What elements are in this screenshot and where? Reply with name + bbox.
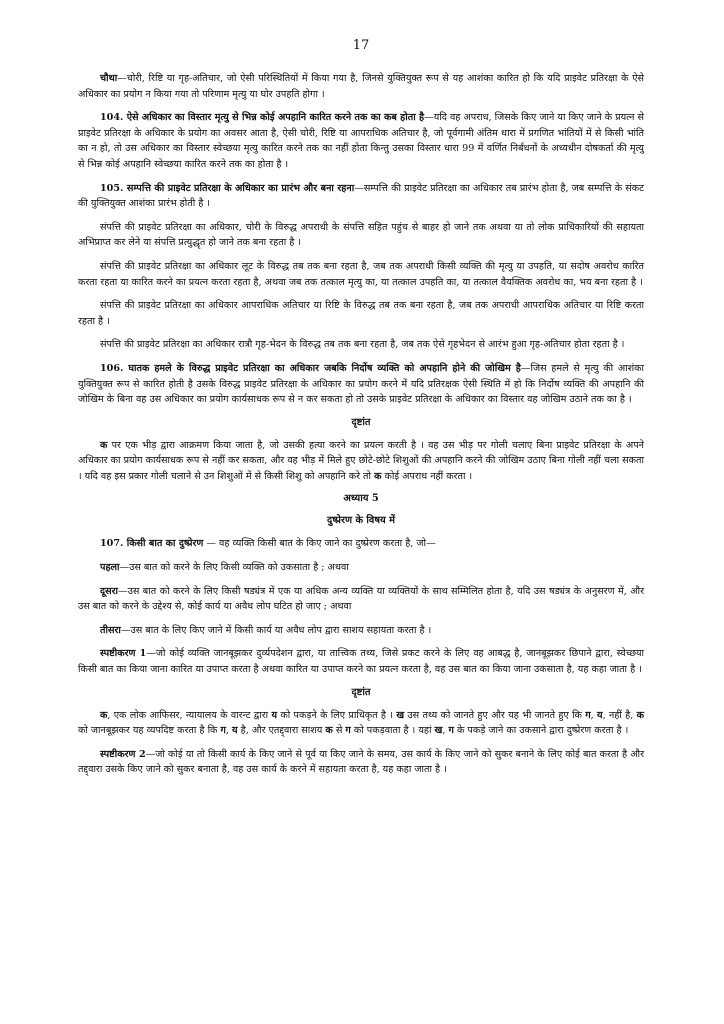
clause-second <box>78 584 644 615</box>
illustration-text: के पकड़े जाने का उकसाने द्वारा दुष्प्रेरण करता है । <box>453 725 629 737</box>
section-105 <box>78 181 644 212</box>
illustration-text: को पकड़ने के लिए प्राधिकृत है । <box>277 709 397 721</box>
document-page <box>78 38 644 786</box>
clause-third <box>78 623 644 639</box>
bold-letter: ग <box>448 725 454 737</box>
bold-letter: ख <box>434 725 443 737</box>
section-105-para-4: संपत्ति की प्राइवेट प्रतिरक्षा का अधिकार रात्रौ गृह-भेदन के विरुद्ध तब तक बना रहता है, जब तक ऐसे गृहभेदन से आरंभ हुआ गृह-अतिचार होता रहता है । <box>100 339 625 351</box>
explanation-lead: स्पष्टीकरण 1 <box>100 648 147 660</box>
chapter-title: दुष्प्रेरण के विषय में <box>327 515 395 527</box>
section-106-text: —जिस हमले से मृत्यु की आशंका युक्तियुक्त रूप से कारित होती है उसके विरुद्ध प्राइवेट प्रतिरक्षा के अधिकार का प्रयोग करने में यदि प्रतिरक्षक ऐसी स्थिति में हो कि निर्दोष व्यक्ति की अपहानि की जोखिम के बिना वह उस अधिकार का प्रयोग कार्यसाधक रूप से न कर सकता हो तो उसके प्राइवेट प्रतिरक्षा के अधिकार का विस्तार वह जोखिम उठाने तक का है । <box>78 362 645 406</box>
explanation-text: —जो कोई व्यक्ति जानबूझकर दुर्व्यपदेशन द्वारा, या तात्त्विक तथ्य, जिसे प्रकट करने के लिए वह आबद्ध है, जानबूझकर छिपाने द्वारा, स्वेच्छया किसी बात का किया जाना कारित या उपाप्त करता है अथवा कारित या उपाप्त करने का प्रयत्न करता है, वह उस बात का किया जाना उकसाता है, यह कहा जाता है । <box>78 648 644 676</box>
bold-letter: क <box>100 439 108 451</box>
clause-lead: चौथा <box>100 73 118 84</box>
bold-letter: क <box>374 470 382 482</box>
clause-text: —उस बात को करने के लिए किसी व्यक्ति को उकसाता है ; अथवा <box>119 562 349 574</box>
illustration-text: , <box>590 709 598 721</box>
section-107-text: — वह व्यक्ति किसी बात के किए जाने का दुष्प्रेरण करता है, जो— <box>203 538 436 550</box>
bold-letter: ख <box>396 709 405 721</box>
explanation-1 <box>78 646 644 677</box>
explanation-text: —जो कोई या तो किसी कार्य के किए जाने से पूर्व या किए जाने के समय, उस कार्य के किए जाने को सुकर बनाने के लिए कोई बात करता है और तद्द्वारा उसके किए जाने को सुकर बनाता है, वह उस कार्य के करने में सहायता करता है, यह कहा जाता है । <box>78 748 644 776</box>
explanation-2 <box>78 747 644 778</box>
section-105-para-1: संपत्ति की प्राइवेट प्रतिरक्षा का अधिकार, चोरी के विरुद्ध अपराधी के संपत्ति सहित पहुंच से बाहर हो जाने तक अथवा या तो लोक प्राधिकारियों की सहायता अभिप्राप्त कर लेने या संपत्ति प्रत्युद्धृत हो जाने तक बना रहता है । <box>78 221 644 249</box>
explanation-lead: स्पष्टीकरण 2 <box>100 748 146 760</box>
bold-letter: ग <box>585 709 591 721</box>
bold-letter: क <box>325 725 333 737</box>
section-105-heading: 105. सम्पत्ति की प्राइवेट प्रतिरक्षा के अधिकार का प्रारंभ और बना रहना <box>100 182 355 194</box>
illustration-text: , <box>442 725 449 737</box>
clause-lead: पहला <box>100 562 120 574</box>
section-106 <box>78 361 644 408</box>
section-104 <box>78 110 644 172</box>
section-107 <box>78 536 644 552</box>
section-105-para-3: संपत्ति की प्राइवेट प्रतिरक्षा का अधिकार आपराधिक अतिचार या रिष्टि के विरुद्ध तब तक बना रहता है, जब तक अपराधी आपराधिक अतिचार या रिष्टि करता रहता है । <box>78 300 644 327</box>
chapter-number: अध्याय 5 <box>343 493 379 505</box>
bold-letter: य <box>271 709 278 721</box>
bold-letter: य <box>232 725 238 737</box>
illustration-heading: दृष्टांत <box>351 416 371 428</box>
illustration-text: पर एक भीड़ द्वारा आक्रमण किया जाता है, जो उसकी हत्या करने का प्रयत्न करती है । वह उस भीड़ पर गोली चलाए बिना प्राइवेट प्रतिरक्षा के अपने अधिकार का प्रयोग कार्यसाधक रूप से नहीं कर सकता, और वह भीड़ में मिले हुए छोटे-छोटे शिशुओं की अपहानि करने की जोखिम उठाए बिना गोली नहीं चला सकता । यदि वह इस प्रकार गोली चलाने से उन शिशुओं में से किसी शिशु को अपहानि करे तो <box>78 439 644 482</box>
illustration-text: , एक लोक आफिसर, न्यायालय के वारन्ट द्वारा <box>107 709 272 721</box>
bold-letter: क <box>100 709 108 721</box>
clause-lead: दूसरा <box>100 585 118 597</box>
section-105-para-2: संपत्ति की प्राइवेट प्रतिरक्षा का अधिकार लूट के विरुद्ध तब तक बना रहता है, जब तक अपराधी किसी व्यक्ति की मृत्यु या उपहति, या सदोष अवरोध कारित करता रहता या कारित करने का प्रयत्न करता रहता है, अथवा जब तक तत्काल मृत्यु का, या तत्काल उपहति का, या तत्काल वैयक्तिक अवरोध का, भय बना रहता है । <box>78 260 644 288</box>
illustration-text: उस तथ्य को जानते हुए और यह भी जानते हुए कि <box>404 709 586 721</box>
clause-text: —उस बात को करने के लिए किसी षड्यंत्र में एक या अधिक अन्य व्यक्ति या व्यक्तियों के साथ सम्मिलित होता है, यदि उस षड्यंत्र के अनुसरण में, और उस बात को करने के उद्देश्य से, कोई कार्य या अवैध लोप घटित हो जाए ; अथवा <box>78 585 644 613</box>
section-104-heading: 104. ऐसे अधिकार का विस्तार मृत्यु से भिन्न कोई अपहानि कारित करने तक का कब होता है <box>100 112 425 124</box>
paragraph-fourthly <box>78 71 644 102</box>
illustration-text: है, और एतद्द्वारा साशय <box>237 725 326 737</box>
bold-letter: ग <box>345 725 351 737</box>
section-106-heading: 106. घातक हमले के विरुद्ध प्राइवेट प्रतिरक्षा का अधिकार जबकि निर्दोष व्यक्ति को अपहानि होने की जोखिम है <box>100 362 521 374</box>
illustration-text: को जानबूझकर यह व्यपदिष्ट करता है कि <box>78 725 221 737</box>
illustration-heading-2: दृष्टांत <box>351 686 371 698</box>
bold-letter: ग <box>220 725 226 737</box>
section-107-heading: 107. किसी बात का दुष्प्रेरण <box>100 538 204 550</box>
clause-first <box>78 560 644 576</box>
clause-lead: तीसरा <box>100 624 121 636</box>
section-104-text: —यदि वह अपराध, जिसके किए जाने या किए जाने के प्रयत्न से प्राइवेट प्रतिरक्षा के अधिकार के प्रयोग का अवसर आता है, ऐसी चोरी, रिष्टि या आपराधिक अतिचार है, जो पूर्वगामी अंतिम धारा में प्रगणित भांतियों में से किसी भांति का न हो, तो उस अधिकार का विस्तार स्वेच्छया मृत्यु कारित करने तक का नहीं होता किन्तु उसका विस्तार धारा 99 में वर्णित निर्बंधनों के अध्यधीन दोषकर्ता की मृत्यु से भिन्न कोई अपहानि स्वेच्छया कारित करने तक का होता है । <box>78 112 645 170</box>
bold-letter: क <box>636 709 644 721</box>
illustration-text: , <box>225 725 232 737</box>
illustration-text: को पकड़वाता है । यहां <box>350 725 435 737</box>
bold-letter: य <box>597 709 603 721</box>
illustration-1-text <box>78 438 644 485</box>
illustration-text: , नहीं है, <box>602 709 637 721</box>
illustration-2-text <box>78 708 644 739</box>
clause-text: —उस बात के लिए किए जाने में किसी कार्य या अवैध लोप द्वारा साशय सहायता करता है । <box>120 624 432 636</box>
section-105-text: —सम्पत्ति की प्राइवेट प्रतिरक्षा का अधिकार तब प्रारंभ होता है, जब सम्पत्ति के संकट की युक्तियुक्त आशंका प्रारंभ होती है । <box>78 182 644 210</box>
illustration-text-end: कोई अपराध नहीं करता । <box>381 470 473 482</box>
clause-text: —चोरी, रिष्टि या गृह-अतिचार, जो ऐसी परिस्थितियों में किया गया है, जिनसे युक्तियुक्त रूप से यह आशंका कारित हो कि यदि प्राइवेट प्रतिरक्षा के ऐसे अधिकार का प्रयोग न किया गया तो परिणाम मृत्यु या घोर उपहति होगा । <box>78 73 644 100</box>
illustration-text: से <box>332 725 346 737</box>
page-number: 17 <box>352 38 370 53</box>
